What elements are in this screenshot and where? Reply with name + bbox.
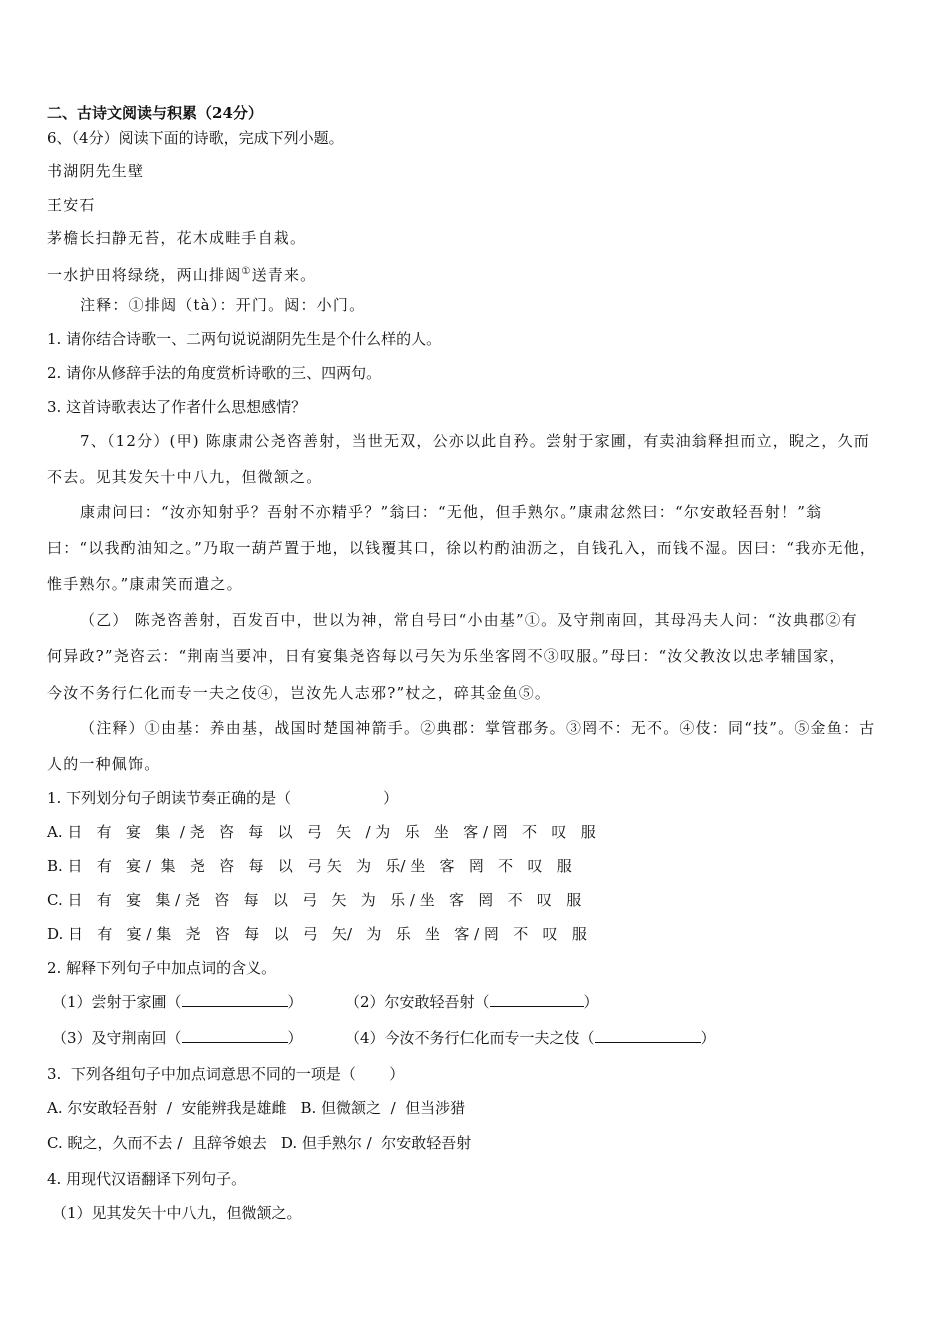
q7-sub-2: 2. 解释下列句子中加点词的含义。 (47, 959, 277, 977)
option-c: C. 日 有 宴 集 / 尧 咨 每 以 弓 矢 为 乐 / 坐 客 罔 不 叹 服 (47, 891, 582, 909)
q7-sub-3-row-2 (47, 1133, 471, 1153)
poem-line-1: 茅檐长扫静无苔，花木成畦手自栽。 (47, 229, 307, 247)
poem-note: 注释：①排闼（tà）：开门。闼：小门。 (80, 296, 366, 314)
poem-line-2 (47, 262, 316, 285)
item-3-text: （3）及守荆南回（ (52, 1029, 182, 1047)
q7-note-line-1: （注释）①由基：养由基，战国时楚国神箭手。②典郡：掌管郡务。③罔不：无不。④伎：同“技”。⑤金鱼：古 (80, 719, 876, 737)
sub3-option-d: D. 但手熟尔 / 尔安敢轻吾射 (280, 1134, 472, 1152)
poem-line-2b: 送青来。 (251, 266, 317, 284)
option-a: A. 日 有 宴 集 / 尧 咨 每 以 弓 矢 / 为 乐 坐 客 / 罔 不 叹 服 (47, 823, 596, 841)
q6-sub-2: 2. 请你从修辞手法的角度赏析诗歌的三、四两句。 (47, 364, 382, 382)
q7-passage-b-line-3: 今汝不务行仁化而专一夫之伎④，岂汝先人志邪?”杖之，碎其金鱼⑤。 (47, 684, 552, 702)
poem-author: 王安石 (47, 196, 96, 214)
q6-sub-3: 3. 这首诗歌表达了作者什么思想感情？ (47, 398, 307, 416)
q7-sub-4-item-1: （1）见其发矢十中八九，但微颔之。 (52, 1204, 302, 1222)
item-4-close: ） (700, 1029, 716, 1047)
q7-note-line-2: 人的一种佩饰。 (47, 755, 161, 773)
section-title: 二、古诗文阅读与积累（24分） (47, 104, 263, 122)
sub3-option-a: A. 尔安敢轻吾射 / 安能辨我是雄雌 (47, 1099, 287, 1117)
poem-title: 书湖阴先生壁 (47, 162, 145, 180)
poem-line-2a: 一水护田将绿绕，两山排闼 (47, 266, 242, 284)
blank-2[interactable] (490, 992, 584, 1007)
q7-passage-a-line-5: 惟手熟尔。”康肃笑而遣之。 (47, 575, 243, 593)
item-2-text: （2）尔安敢轻吾射（ (345, 993, 490, 1011)
q6-intro: 6、（4分）阅读下面的诗歌，完成下列小题。 (47, 129, 344, 147)
item-1-text: （1）尝射于家圃（ (52, 993, 182, 1011)
q7-passage-a-line-2: 不去。见其发矢十中八九，但微颔之。 (47, 468, 323, 486)
q7-sub-1-text: 1. 下列划分句子朗读节奏正确的是（ (47, 789, 292, 807)
q6-sub-1: 1. 请你结合诗歌一、二两句说说湖阴先生是个什么样的人。 (47, 330, 442, 348)
sub3-option-b: B. 但微颔之 / 但当涉猎 (300, 1099, 466, 1117)
blank-4[interactable] (595, 1028, 701, 1043)
option-d: D. 日 有 宴 / 集 尧 咨 每 以 弓 矢/ 为 乐 坐 客 / 罔 不 叹 服 (47, 925, 587, 943)
item-4-text: （4）今汝不务行仁化而专一夫之伎（ (345, 1029, 595, 1047)
q7-sub-2-item-1 (52, 992, 303, 1012)
q7-sub-3-row-1 (47, 1098, 465, 1118)
footnote-mark: ① (241, 266, 252, 277)
blank-3[interactable] (182, 1028, 288, 1043)
q7-sub-2-item-3 (52, 1028, 303, 1048)
q7-passage-a-line-1: 7、（12分）(甲) 陈康肃公尧咨善射，当世无双，公亦以此自矜。尝射于家圃，有卖油翁释担而立，睨之，久而 (80, 432, 871, 450)
item-2-close: ） (583, 993, 599, 1011)
q7-sub-3: 3. 下列各组句子中加点词意思不同的一项是（ ） (47, 1065, 405, 1083)
q7-passage-b-line-1: （乙） 陈尧咨善射，百发百中，世以为神，常自号曰“小由基”①。及守荆南回，其母冯夫人问：“汝典郡②有 (80, 611, 858, 629)
item-3-close: ） (287, 1029, 303, 1047)
q7-sub-1 (47, 788, 398, 808)
sub3-option-c: C. 睨之，久而不去 / 且辞爷娘去 (47, 1134, 267, 1152)
q7-sub-4: 4. 用现代汉语翻译下列句子。 (47, 1170, 247, 1188)
q7-passage-b-line-2: 何异政?”尧咨云：“荆南当要冲，日有宴集尧咨每以弓矢为乐坐客罔不③叹服。”母曰：“汝父教汝以忠孝辅国家， (47, 647, 846, 665)
q7-sub-2-item-2 (345, 992, 599, 1012)
option-b: B. 日 有 宴 / 集 尧 咨 每 以 弓 矢 为 乐/ 坐 客 罔 不 叹 服 (47, 857, 572, 875)
item-1-close: ） (287, 993, 303, 1011)
q7-sub-2-item-4 (345, 1028, 716, 1048)
blank-1[interactable] (182, 992, 288, 1007)
q7-passage-a-line-4: 曰：“以我酌油知之。”乃取一葫芦置于地，以钱覆其口，徐以杓酌油沥之，自钱孔入，而钱不湿。因曰：“我亦无他， (47, 539, 877, 557)
q7-sub-1-close: ） (383, 789, 399, 807)
q7-passage-a-line-3: 康肃问曰：“汝亦知射乎？吾射不亦精乎？”翁曰：“无他，但手熟尔。”康肃忿然曰：“尔安敢轻吾射！”翁 (80, 503, 823, 521)
